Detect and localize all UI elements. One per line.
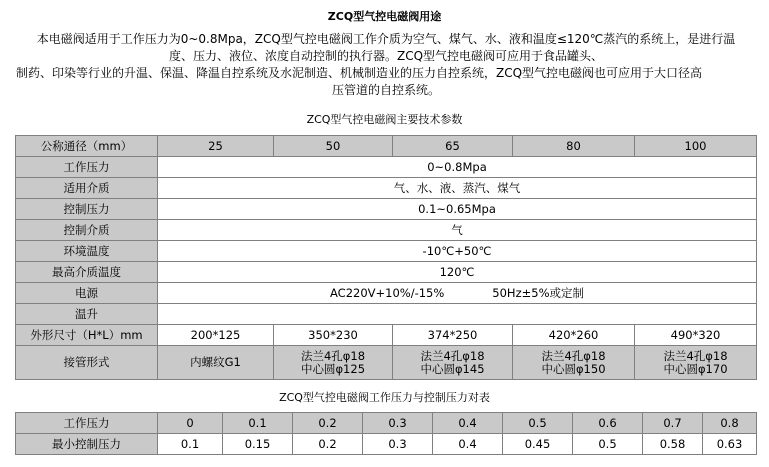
size-cell: 65 <box>393 136 513 157</box>
power-voltage: AC220V+10%/-15% <box>330 285 445 300</box>
flange-holes: 法兰4孔φ18 <box>420 348 485 363</box>
row-value: -10℃+50℃ <box>158 241 757 262</box>
spec-table <box>15 135 757 380</box>
min-control-cell: 0.2 <box>293 434 363 455</box>
row-label: 控制压力 <box>16 199 158 220</box>
row-label: 接管形式 <box>16 346 158 380</box>
min-control-cell: 0.5 <box>573 434 643 455</box>
row-value: 气 <box>158 220 757 241</box>
flange-holes: 法兰4孔φ18 <box>663 348 728 363</box>
work-pressure-cell: 0 <box>158 413 223 434</box>
center-circle: 中心圆φ125 <box>300 361 366 376</box>
row-value: 0~0.8Mpa <box>158 157 757 178</box>
work-pressure-cell: 0.7 <box>643 413 703 434</box>
row-label: 工作压力 <box>16 413 158 434</box>
row-label: 工作压力 <box>16 157 158 178</box>
spec-table-title: ZCQ型气控电磁阀主要技术参数 <box>306 113 463 126</box>
row-label: 外形尺寸（H*L）mm <box>16 325 158 346</box>
row-label: 适用介质 <box>16 178 158 199</box>
table-row <box>16 413 757 434</box>
size-cell: 50 <box>274 136 393 157</box>
min-control-cell: 0.63 <box>703 434 757 455</box>
table-row <box>16 178 757 199</box>
table-row <box>16 283 757 304</box>
row-value: 120℃ <box>158 262 757 283</box>
row-value <box>158 283 757 304</box>
table-row <box>16 220 757 241</box>
row-label: 温升 <box>16 304 158 325</box>
table-row <box>16 157 757 178</box>
size-cell: 80 <box>513 136 635 157</box>
table-row <box>16 346 757 380</box>
dimension-cell: 420*260 <box>513 325 635 346</box>
work-pressure-cell: 0.1 <box>223 413 293 434</box>
connection-cell <box>513 346 635 380</box>
power-frequency: 50Hz±5%或定制 <box>492 285 584 300</box>
intro-line: 制药、印染等行业的升温、保温、降温自控系统及水泥制造、机械制造业的压力自控系统，ZCQ型气控电磁阀也可应用于大口径高 <box>16 66 703 80</box>
pressure-table <box>15 412 757 455</box>
center-circle: 中心圆φ170 <box>663 361 728 376</box>
intro-line: 度、压力、液位、浓度自动控制的执行器。ZCQ型气控电磁阀可应用于食品罐头、 <box>168 49 604 63</box>
table-row <box>16 262 757 283</box>
work-pressure-cell: 0.6 <box>573 413 643 434</box>
table-row <box>16 136 757 157</box>
table-row <box>16 304 757 325</box>
work-pressure-cell: 0.3 <box>363 413 433 434</box>
table-row <box>16 325 757 346</box>
work-pressure-cell: 0.2 <box>293 413 363 434</box>
row-label: 电源 <box>16 283 158 304</box>
row-value: 气、水、液、蒸汽、煤气 <box>158 178 757 199</box>
row-label: 控制介质 <box>16 220 158 241</box>
min-control-cell: 0.15 <box>223 434 293 455</box>
pressure-table-title: ZCQ型气控电磁阀工作压力与控制压力对表 <box>279 391 490 404</box>
min-control-cell: 0.58 <box>643 434 703 455</box>
connection-cell <box>635 346 757 380</box>
connection-cell <box>274 346 393 380</box>
table-row <box>16 199 757 220</box>
row-value: 0.1~0.65Mpa <box>158 199 757 220</box>
row-label: 最小控制压力 <box>16 434 158 455</box>
min-control-cell: 0.1 <box>158 434 223 455</box>
work-pressure-cell: 0.5 <box>503 413 573 434</box>
row-label: 公称通径（mm） <box>16 136 158 157</box>
min-control-cell: 0.4 <box>433 434 503 455</box>
intro-line: 本电磁阀适用于工作压力为0~0.8Mpa，ZCQ型气控电磁阀工作介质为空气、煤气、水、液和温度≤120℃蒸汽的系统上，是进行温 <box>36 32 736 46</box>
center-circle: 中心圆φ150 <box>541 361 606 376</box>
page-title: ZCQ型气控电磁阀用途 <box>327 10 442 23</box>
connection-cell <box>393 346 513 380</box>
min-control-cell: 0.45 <box>503 434 573 455</box>
table-row <box>16 241 757 262</box>
intro-line: 压管道的自控系统。 <box>331 83 440 97</box>
center-circle: 中心圆φ145 <box>420 361 485 376</box>
intro-text <box>16 31 756 99</box>
dimension-cell: 374*250 <box>393 325 513 346</box>
work-pressure-cell: 0.4 <box>433 413 503 434</box>
flange-holes: 法兰4孔φ18 <box>541 348 606 363</box>
dimension-cell: 200*125 <box>158 325 274 346</box>
work-pressure-cell: 0.8 <box>703 413 757 434</box>
flange-holes: 法兰4孔φ18 <box>300 348 366 363</box>
size-cell: 100 <box>635 136 757 157</box>
dimension-cell: 350*230 <box>274 325 393 346</box>
row-label: 环境温度 <box>16 241 158 262</box>
connection-cell: 内螺纹G1 <box>158 346 274 380</box>
table-row <box>16 434 757 455</box>
row-label: 最高介质温度 <box>16 262 158 283</box>
size-cell: 25 <box>158 136 274 157</box>
min-control-cell: 0.3 <box>363 434 433 455</box>
dimension-cell: 490*320 <box>635 325 757 346</box>
row-value <box>158 304 757 325</box>
